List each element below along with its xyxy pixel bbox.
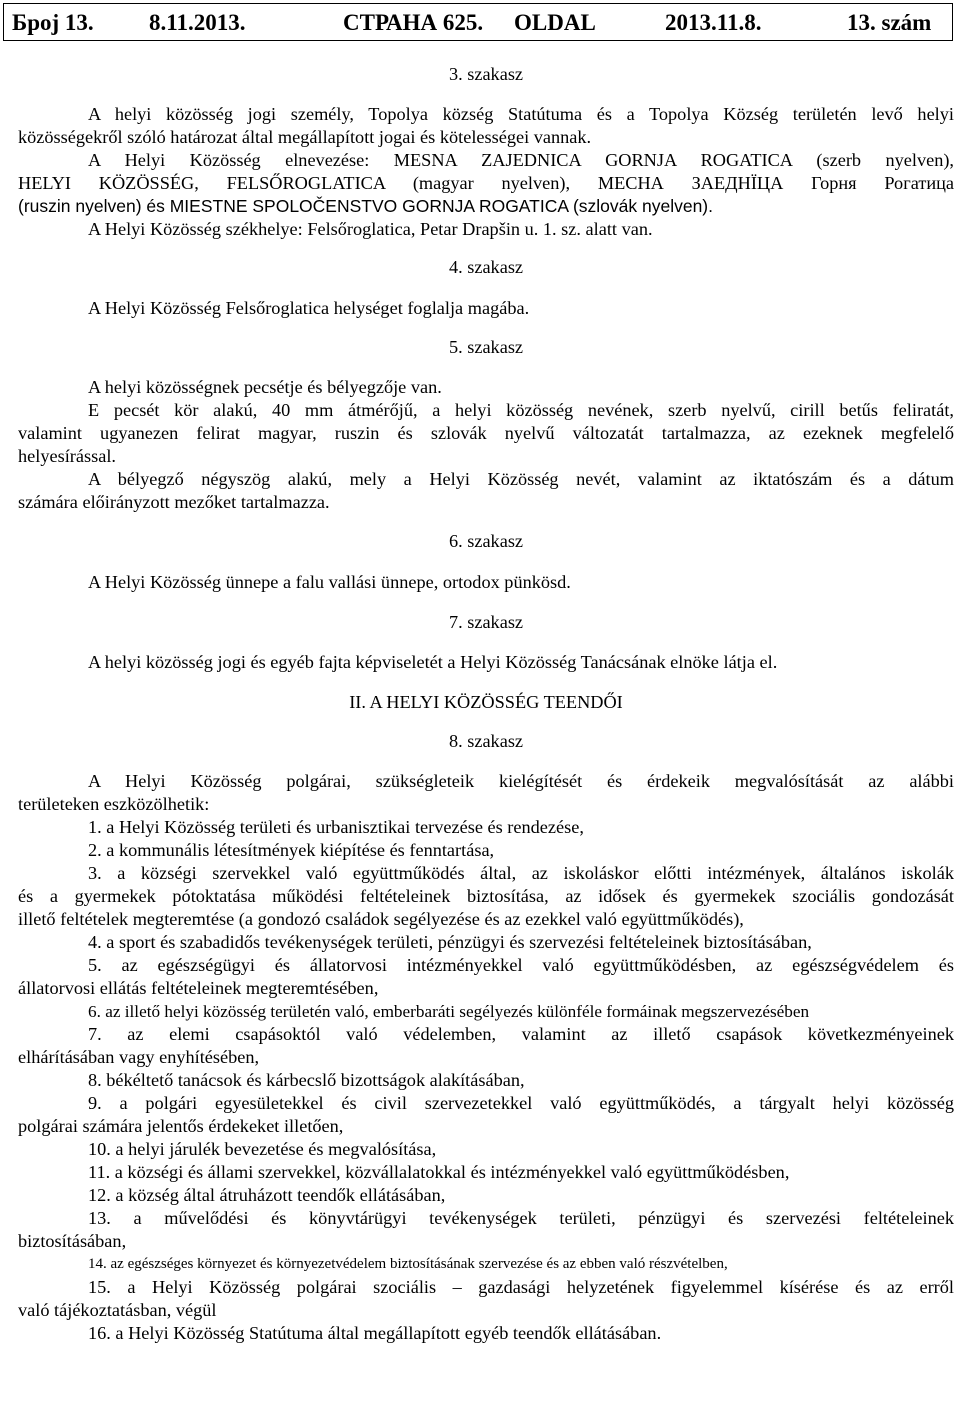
section-3-title: 3. szakasz xyxy=(448,64,524,84)
section-5-title: 5. szakasz xyxy=(448,337,524,357)
issue-number-hungarian: 13. szám xyxy=(847,10,932,35)
section-3-para-2-line-3: (ruszin nyelven) és MIESTNE SPOLOČENSTVO GORNJA ROGATICA (szlovák nyelven). xyxy=(18,196,713,216)
section-5-para-3-line-2: számára előirányzott mezőket tartalmazza. xyxy=(18,492,330,512)
list-item-4: 4. a sport és szabadidős tevékenységek területi, pénzügyi és szervezési feltételeinek biztosításában, xyxy=(88,932,812,952)
list-item-1: 1. a Helyi Közösség területi és urbanisztikai tervezése és rendezése, xyxy=(88,817,584,837)
chapter-2-title: II. A HELYI KÖZÖSSÉG TEENDŐI xyxy=(349,692,623,712)
page-number-serbian: СТРАНА 625. xyxy=(343,10,484,35)
section-8-intro-line-1: A Helyi Közösség polgárai, szükségleteik kielégítését és érdekeik megvalósítását az alábbi xyxy=(88,771,954,791)
list-item-10: 10. a helyi járulék bevezetése és megvalósítása, xyxy=(88,1139,437,1159)
section-6-para-1: A Helyi Közösség ünnepe a falu vallási ünnepe, ortodox pünkösd. xyxy=(88,572,571,592)
section-3-para-2-line-2: HELYI KÖZÖSSÉG, FELSŐROGLATICA (magyar nyelven), МЕСНА ЗАЕДНЇЦА Горня Рогатица xyxy=(18,173,954,193)
section-5-para-1: A helyi közösségnek pecsétje és bélyegzője van. xyxy=(88,377,442,397)
date-serbian: 8.11.2013. xyxy=(149,10,246,35)
section-7-title: 7. szakasz xyxy=(448,612,524,632)
page-label-hungarian: OLDAL xyxy=(514,10,596,35)
list-item-9-line-2: polgárai számára jelentős érdekeket illetően, xyxy=(18,1116,344,1136)
section-4-para-1: A Helyi Közösség Felsőroglatica helységet foglalja magába. xyxy=(88,298,530,318)
list-item-12: 12. a község által átruházott teendők ellátásában, xyxy=(88,1185,446,1205)
list-item-9-line-1: 9. a polgári egyesületekkel és civil szervezetekkel való együttműködés, a tárgyalt helyi közösség xyxy=(88,1093,954,1113)
section-8-title: 8. szakasz xyxy=(448,731,524,751)
list-item-3-line-3: illető feltételek megteremtése (a gondozó családok segélyezése és az ezekkel való együttműködés), xyxy=(18,909,744,929)
section-5-para-3-line-1: A bélyegző négyszög alakú, mely a Helyi Közösség nevét, valamint az iktatószám és a dátum xyxy=(88,469,954,489)
date-hungarian: 2013.11.8. xyxy=(665,10,762,35)
section-3-para-3: A Helyi Közösség székhelye: Felsőroglatica, Petar Drapšin u. 1. sz. alatt van. xyxy=(88,219,653,239)
section-7-para-1: A helyi közösség jogi és egyéb fajta képviseletét a Helyi Közösség Tanácsának elnöke látja el. xyxy=(88,652,778,672)
document-body xyxy=(18,63,954,1345)
list-item-8: 8. békéltető tanácsok és kárbecslő bizottságok alakításában, xyxy=(88,1070,525,1090)
list-item-15-line-2: való tájékoztatásban, végül xyxy=(18,1300,217,1320)
list-item-6: 6. az illető helyi közösség területén való, emberbaráti segélyezés különféle formáinak megszervezésében xyxy=(88,1002,810,1021)
list-item-5-line-2: állatorvosi ellátás feltételeinek megteremtésében, xyxy=(18,978,379,998)
list-item-2: 2. a kommunális létesítmények kiépítése és fenntartása, xyxy=(88,840,495,860)
page-header xyxy=(3,3,953,41)
list-item-13-line-2: biztosításában, xyxy=(18,1231,127,1251)
list-item-15-line-1: 15. a Helyi Közösség polgárai szociális – gazdasági helyzetének figyelemmel kísérése és az erről xyxy=(88,1277,954,1297)
list-item-7-line-1: 7. az elemi csapásoktól való védelemben, valamint az illető csapások következményeinek xyxy=(88,1024,954,1044)
section-3-para-1-line-1: A helyi közösség jogi személy, Topolya község Statútuma és a Topolya Község területén levő helyi xyxy=(88,104,954,124)
section-6-title: 6. szakasz xyxy=(448,531,524,551)
section-5-para-2-line-1: E pecsét kör alakú, 40 mm átmérőjű, a helyi közösség nevének, szerb nyelvű, cirill betűs feliratát, xyxy=(88,400,954,420)
section-5-para-2-line-2: valamint ugyanezen felirat magyar, ruszin és szlovák nyelvű változatát tartalmazza, az ezeknek megfelelő xyxy=(18,423,954,443)
list-item-3-line-2: és a gyermekek pótoktatása működési feltételeinek biztosítása, az idősek és gyermekek szociális gondozását xyxy=(18,886,954,906)
section-3-para-2-line-1: A Helyi Közösség elnevezése: MESNA ZAJEDNICA GORNJA ROGATICA (szerb nyelven), xyxy=(88,150,954,170)
list-item-7-line-2: elhárításában vagy enyhítésében, xyxy=(18,1047,260,1067)
section-5-para-2-line-3: helyesírással. xyxy=(18,446,116,466)
section-4-title: 4. szakasz xyxy=(448,257,524,277)
list-item-5-line-1: 5. az egészségügyi és állatorvosi intézményekkel való együttműködésben, az egészségvédelem és xyxy=(88,955,954,975)
list-item-11: 11. a községi és állami szervekkel, közvállalatokkal és intézményekkel való együttműködésben, xyxy=(88,1162,790,1182)
section-3-para-1-line-2: közösségekről szóló határozat által megállapított jogai és kötelességei vannak. xyxy=(18,127,592,147)
issue-number-serbian: Број 13. xyxy=(12,10,94,35)
list-item-3-line-1: 3. a községi szervekkel való együttműködés által, az iskoláskor előtti intézmények, általános iskolák xyxy=(88,863,954,883)
list-item-14: 14. az egészséges környezet és környezetvédelem biztosításának szervezése és az ebben való részvételben, xyxy=(88,1256,728,1272)
section-8-intro-line-2: területeken eszközölhetik: xyxy=(18,794,210,814)
list-item-16: 16. a Helyi Közösség Statútuma által megállapított egyéb teendők ellátásában. xyxy=(88,1323,662,1343)
list-item-13-line-1: 13. a művelődési és könyvtárügyi tevékenységek területi, pénzügyi és szervezési feltételeinek xyxy=(88,1208,954,1228)
